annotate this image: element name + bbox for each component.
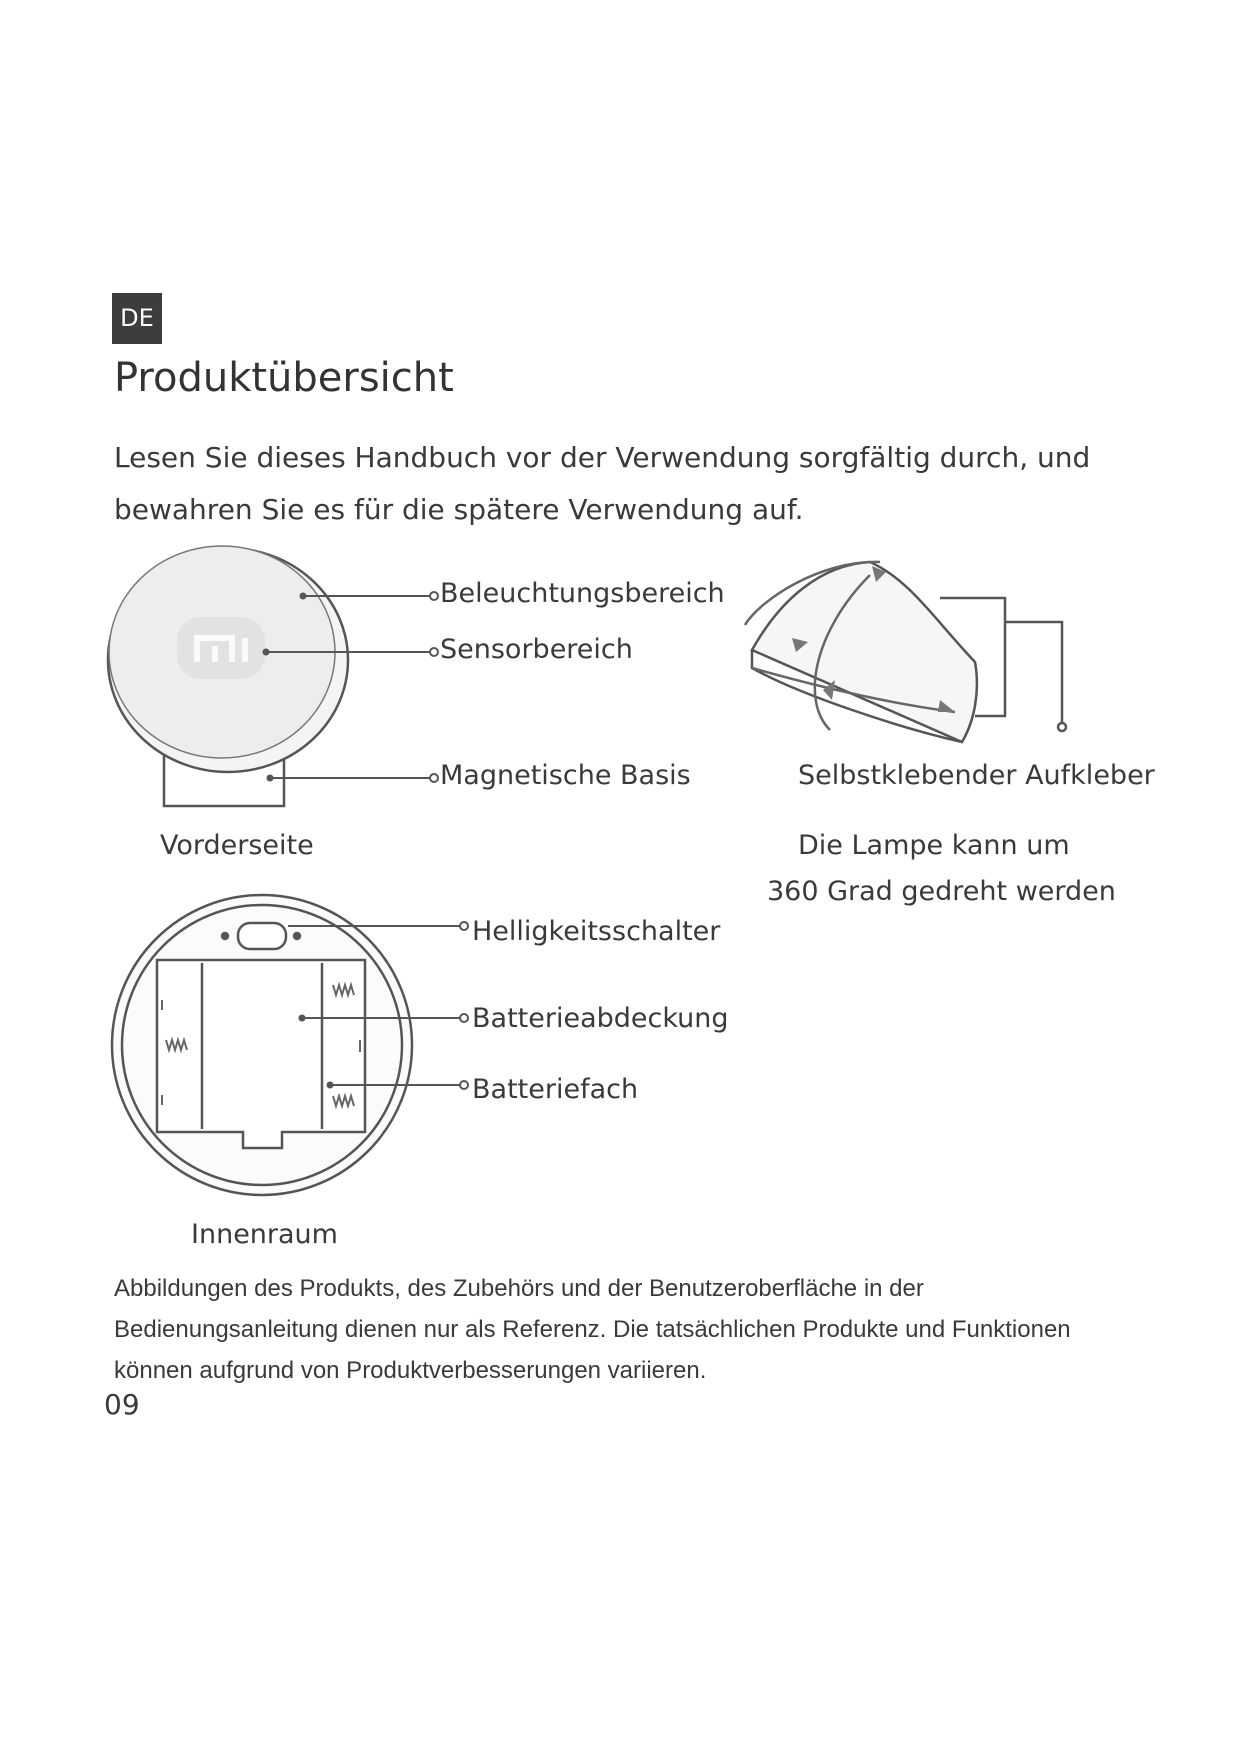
label-beleuchtungsbereich: Beleuchtungsbereich <box>440 578 725 609</box>
footnote-line-3: können aufgrund von Produktverbesserungen variieren. <box>114 1357 707 1384</box>
language-badge: DE <box>112 293 162 344</box>
footnote-line-1: Abbildungen des Produkts, des Zubehörs und der Benutzeroberfläche in der <box>114 1275 924 1302</box>
inside-view-illustration <box>112 895 412 1195</box>
caption-innenraum: Innenraum <box>191 1219 338 1250</box>
label-batteriefach: Batteriefach <box>472 1074 639 1105</box>
caption-vorderseite: Vorderseite <box>160 830 314 861</box>
label-sensorbereich: Sensorbereich <box>440 634 633 665</box>
label-batterieabdeckung: Batterieabdeckung <box>472 1003 729 1034</box>
front-view-illustration <box>108 546 348 806</box>
page-number: 09 <box>104 1388 140 1421</box>
intro-line-2: bewahren Sie es für die spätere Verwendung auf. <box>114 493 804 526</box>
disclaimer-footnote <box>114 1268 1174 1391</box>
caption-rotation-line-2: 360 Grad gedreht werden <box>767 876 1116 907</box>
side-view-illustration <box>745 562 1066 742</box>
intro-line-1: Lesen Sie dieses Handbuch vor der Verwendung sorgfältig durch, und <box>114 441 1091 474</box>
label-helligkeitsschalter: Helligkeitsschalter <box>472 916 721 947</box>
label-magnetische-basis: Magnetische Basis <box>440 760 691 791</box>
label-selbstklebender-aufkleber: Selbstklebender Aufkleber <box>798 760 1155 791</box>
footnote-line-2: Bedienungsanleitung dienen nur als Referenz. Die tatsächlichen Produkte und Funktionen <box>114 1316 1071 1343</box>
caption-rotation-line-1: Die Lampe kann um <box>798 830 1070 861</box>
page-title: Produktübersicht <box>114 355 454 401</box>
